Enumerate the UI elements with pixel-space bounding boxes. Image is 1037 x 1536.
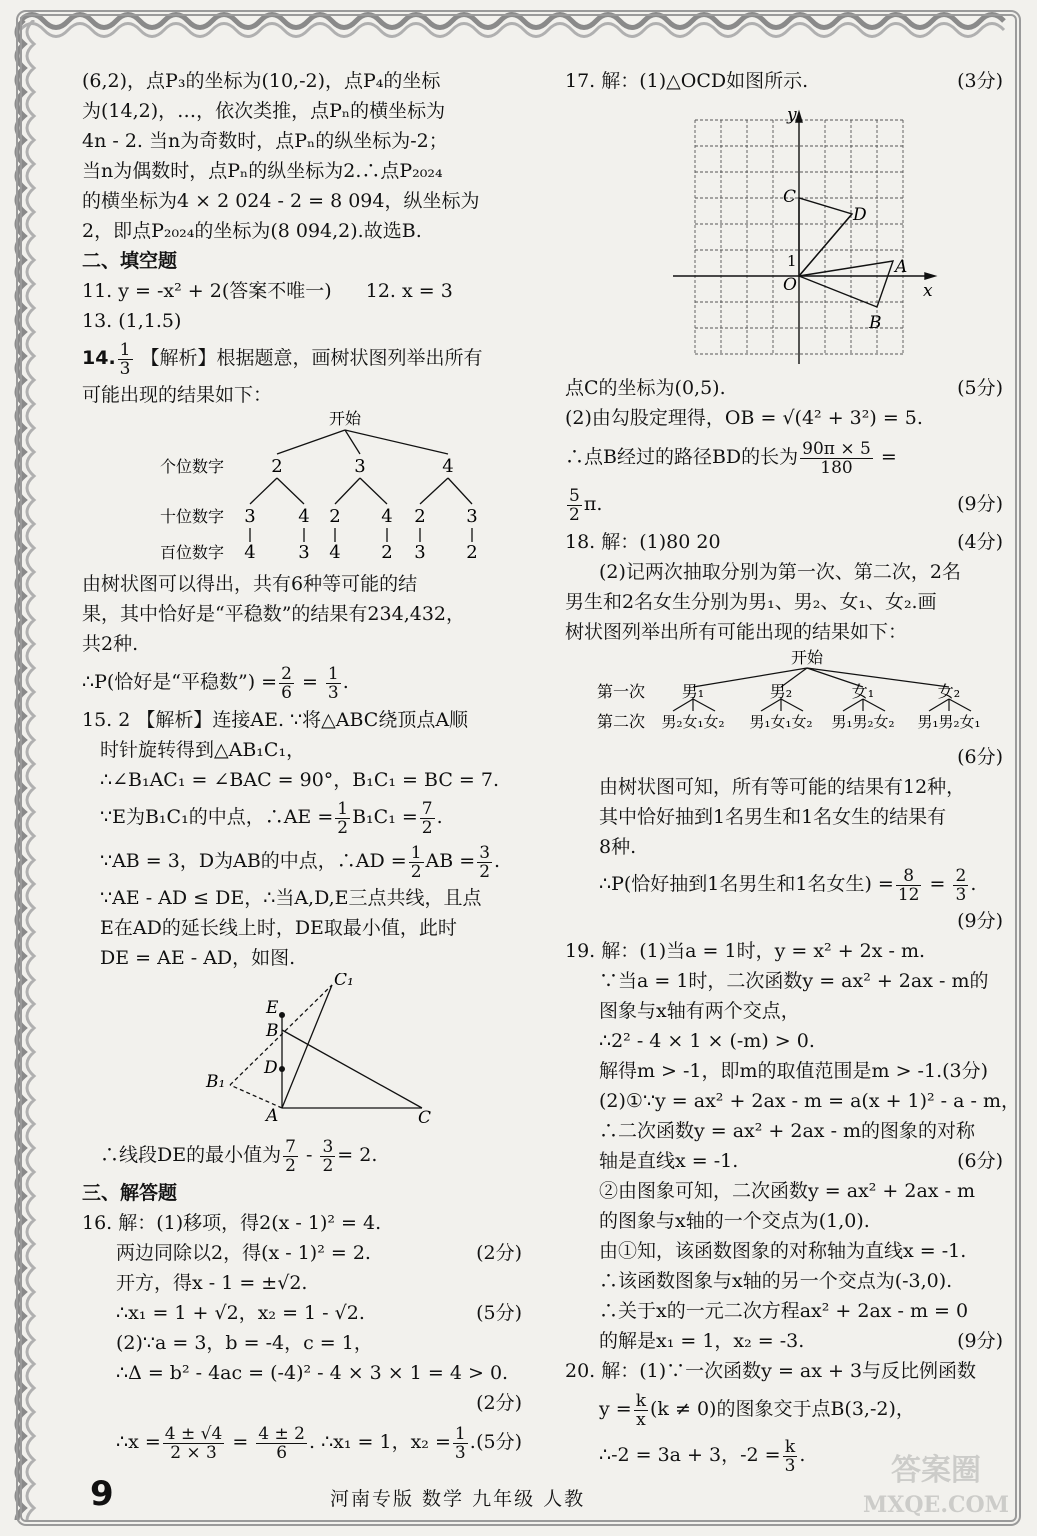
text-line: 可能出现的结果如下： <box>82 384 273 406</box>
section-heading-solutions: 三、解答题 <box>82 1182 178 1204</box>
text-line: ②由图象可知，二次函数y = ax² + 2ax - m <box>599 1180 976 1202</box>
score-mark: (9分) <box>957 493 1003 515</box>
answer-18: 18. 解：(1)80 20 (4分) <box>565 527 1003 557</box>
text-line: ∴∠B₁AC₁ = ∠BAC = 90°，B₁C₁ = BC = 7. <box>100 769 499 791</box>
tree-diagram-students <box>565 647 1003 733</box>
tree-node: 2 <box>329 506 341 527</box>
text-line: 树状图列举出所有可能出现的结果如下： <box>565 621 908 643</box>
text-line: 两边同除以2，得(x - 1)² = 2. (2分) <box>82 1238 522 1268</box>
svg-text:y: y <box>787 105 797 125</box>
text-line: (2)记两次抽取分别为第一次、第二次，2名 <box>599 561 962 583</box>
text-line: ∴该函数图象与x轴的另一个交点为(-3,0). <box>599 1270 953 1292</box>
text-line: 由树状图可知，所有等可能的结果有12种， <box>599 776 966 798</box>
text-line: 其中恰好抽到1名男生和1名女生的结果有 <box>599 806 947 828</box>
svg-text:答案圈: 答案圈 <box>891 1453 981 1488</box>
tree-node: 2 <box>414 506 426 527</box>
section-heading-fill-in: 二、填空题 <box>82 250 178 272</box>
probability-line: ∴P(恰好是“平稳数”) = $\frac{2}{6}$ = $\frac{1}{3}$ . <box>82 663 349 703</box>
text-line: ∴Δ = b² - 4ac = (-4)² - 4 × 3 × 1 = 4 > 0. <box>116 1362 509 1384</box>
text-line: 解得m > -1，即m的取值范围是m > -1.(3分) <box>599 1060 989 1082</box>
svg-text:E: E <box>266 998 279 1018</box>
svg-text:男₁: 男₁ <box>681 682 705 701</box>
text-line: ∴P(恰好抽到1名男生和1名女生) = $\frac{8}{12}$ = $\frac{2}{3}$ . <box>599 865 977 905</box>
geometry-figure-15 <box>82 973 522 1123</box>
tree-node: 3 <box>414 542 426 560</box>
tree-root: 开始 <box>328 410 362 428</box>
text-line: ∴2² - 4 × 1 × (-m) > 0. <box>599 1030 815 1052</box>
answer-19: 19. 解：(1)当a = 1时，y = x² + 2x - m. <box>565 940 926 962</box>
svg-text:男₁男₂女₁: 男₁男₂女₁ <box>917 713 981 731</box>
text-line: ∴x₁ = 1 + √2，x₂ = 1 - √2. (5分) <box>82 1298 522 1328</box>
tree-node: 2 <box>271 456 283 477</box>
svg-text:D: D <box>853 205 867 225</box>
tree-node: 3 <box>244 506 256 527</box>
fraction: $\frac{1}{3}$ <box>119 339 131 379</box>
score-mark: (2分) <box>476 1392 522 1414</box>
answer-12: 12. x = 3 <box>365 280 453 302</box>
text-line <box>82 1388 522 1418</box>
text-line: ∵AE - AD ≤ DE，∴当A,D,E三点共线，且点 <box>100 887 482 909</box>
svg-text:男₁男₂女₂: 男₁男₂女₂ <box>831 713 895 731</box>
score-mark: (5分) <box>476 1302 522 1324</box>
score-mark: (9分) <box>957 1330 1003 1352</box>
text-line: 图象与x轴有两个交点， <box>599 1000 800 1022</box>
page-footer <box>90 1474 790 1520</box>
text-line: 男生和2名女生分别为男₁、男₂、女₁、女₂.画 <box>565 591 937 613</box>
answer-11: 11. y = -x² + 2(答案不唯一) <box>82 280 332 302</box>
text-line: y = $\frac{k}{x}$ (k ≠ 0)的图象交于点B(3,-2)， <box>599 1390 915 1430</box>
footer-edition-text: 河南专版 数学 九年级 人教 <box>330 1488 586 1510</box>
text-line: ∴二次函数y = ax² + 2ax - m的图象的对称 <box>599 1120 976 1142</box>
page-number: 9 <box>90 1474 114 1514</box>
text-line: ∴-2 = 3a + 3，-2 = $\frac{k}{3}$ . <box>599 1436 806 1476</box>
svg-text:第一次: 第一次 <box>597 682 646 701</box>
answer-16: 16. 解：(1)移项，得2(x - 1)² = 4. <box>82 1212 382 1234</box>
text-line: ∴点B经过的路径BD的长为 $\frac{90\pi \times 5}{180}$ = <box>565 438 897 478</box>
text-line: 时针旋转得到△AB₁C₁， <box>100 739 306 761</box>
text-line: DE = AE - AD，如图. <box>100 947 296 969</box>
text-line: 4n - 2. 当n为奇数时，点Pₙ的纵坐标为-2； <box>82 130 448 152</box>
text-line: 由树状图可以得出，共有6种等可能的结 <box>82 573 418 595</box>
tree-node: 3 <box>298 542 310 560</box>
text-line: ∴线段DE的最小值为 $\frac{7}{2}$ - $\frac{3}{2}$ = 2. <box>100 1136 378 1176</box>
text-line: 的解是x₁ = 1，x₂ = -3. (9分) <box>565 1326 1003 1356</box>
svg-text:开始: 开始 <box>790 648 824 667</box>
text-line: ∴x = $\frac{4 \pm √4}{2 \times 3}$ = $\frac{4 \pm 2}{6}$ . ∴x₁ = 1，x₂ = $\frac{1}{3}$ . (5分) <box>82 1418 522 1466</box>
tree-node: 4 <box>329 542 341 560</box>
answer-13: 13. (1,1.5) <box>82 310 182 332</box>
svg-text:女₁: 女₁ <box>851 682 875 701</box>
text-line: 的图象与x轴的一个交点为(1,0). <box>599 1210 870 1232</box>
svg-text:1: 1 <box>787 252 797 270</box>
text-line: ∴关于x的一元二次方程ax² + 2ax - m = 0 <box>599 1300 969 1322</box>
svg-text:O: O <box>783 275 797 295</box>
svg-text:男₂: 男₂ <box>769 682 793 701</box>
text-line: 8种. <box>599 836 637 858</box>
svg-text:A: A <box>895 257 908 277</box>
text-line: $\frac{5}{2}$ π. (9分) <box>565 481 1003 527</box>
text-line: 为(14,2)，…，依次类推，点Pₙ的横坐标为 <box>82 100 446 122</box>
tree-row-label: 百位数字 <box>160 543 225 560</box>
tree-node: 4 <box>442 456 454 477</box>
svg-text:C: C <box>783 187 797 207</box>
score-mark: (5分) <box>476 1431 522 1453</box>
answer-17: 17. 解：(1)△OCD如图所示. (3分) <box>565 66 1003 96</box>
answer-14: 14. $\frac{1}{3}$ 【解析】根据题意，画树状图列举出所有 <box>82 339 483 379</box>
score-mark: (6分) <box>957 746 1003 768</box>
text-line: (2)①∵y = ax² + 2ax - m = a(x + 1)² - a - m， <box>599 1090 1020 1112</box>
text-line: (6,2)，点P₃的坐标为(10,-2)，点P₄的坐标 <box>82 70 441 92</box>
text-line: ∵AB = 3，D为AB的中点，∴AD = $\frac{1}{2}$ AB = $\frac{3}{2}$ . <box>100 842 501 882</box>
text-line: (2)由勾股定理得，OB = √(4² + 3²) = 5. <box>565 407 923 429</box>
svg-text:B: B <box>869 313 882 333</box>
svg-text:B₁: B₁ <box>206 1072 226 1092</box>
text-line: E在AD的延长线上时，DE取最小值，此时 <box>100 917 457 939</box>
tree-node: 2 <box>466 542 478 560</box>
svg-text:C₁: C₁ <box>334 973 354 990</box>
coordinate-grid-figure <box>565 96 1003 364</box>
answer-11-12 <box>82 276 522 306</box>
text-line: 的横坐标为4 × 2 024 - 2 = 8 094，纵坐标为 <box>82 190 480 212</box>
svg-text:男₁女₁女₂: 男₁女₁女₂ <box>749 713 813 731</box>
answer-20: 20. 解：(1)∵一次函数y = ax + 3与反比例函数 <box>565 1360 977 1382</box>
score-mark: (2分) <box>476 1242 522 1264</box>
text-line: 轴是直线x = -1. (6分) <box>565 1146 1003 1176</box>
tree-node: 3 <box>354 456 366 477</box>
tree-node: 3 <box>466 506 478 527</box>
score-mark: (9分) <box>957 910 1003 932</box>
text-line: 共2种. <box>82 633 139 655</box>
svg-text:男₂女₁女₂: 男₂女₁女₂ <box>661 713 725 731</box>
text-line: 开方，得x - 1 = ±√2. <box>116 1272 308 1294</box>
text-line: 由①知，该函数图象的对称轴为直线x = -1. <box>599 1240 967 1262</box>
tree-diagram-digits <box>82 410 522 560</box>
text-line: 果，其中恰好是“平稳数”的结果有234,432， <box>82 603 465 625</box>
left-column <box>82 66 522 1466</box>
text-line <box>565 742 1003 772</box>
svg-text:B: B <box>266 1021 279 1041</box>
svg-text:A: A <box>266 1106 279 1123</box>
text-line: (2)∵a = 3，b = -4，c = 1， <box>116 1332 373 1354</box>
tree-node: 4 <box>381 506 393 527</box>
tree-row-label: 十位数字 <box>160 507 225 526</box>
score-mark: (6分) <box>957 1150 1003 1172</box>
svg-text:D: D <box>264 1058 278 1078</box>
text-line: ∵E为B₁C₁的中点，∴AE = $\frac{1}{2}$ B₁C₁ = $\frac{7}{2}$ . <box>100 798 443 838</box>
tree-node: 4 <box>298 506 310 527</box>
svg-text:x: x <box>923 281 933 301</box>
text-line: 点C的坐标为(0,5). (5分) <box>565 373 1003 403</box>
text-line <box>565 906 1003 936</box>
score-mark: (5分) <box>957 377 1003 399</box>
score-mark: (4分) <box>957 531 1003 553</box>
svg-text:女₂: 女₂ <box>937 682 961 701</box>
tree-row-label: 个位数字 <box>160 457 225 476</box>
tree-node: 2 <box>381 542 393 560</box>
watermark-logo <box>861 1446 1011 1520</box>
tree-node: 4 <box>244 542 256 560</box>
svg-text:C: C <box>418 1108 432 1123</box>
svg-text:第二次: 第二次 <box>597 712 646 731</box>
text-line: 2，即点P₂₀₂₄的坐标为(8 094,2).故选B. <box>82 220 422 242</box>
right-column <box>565 66 1020 1478</box>
score-mark: (3分) <box>957 70 1003 92</box>
text-line: ∵当a = 1时，二次函数y = ax² + 2ax - m的 <box>599 970 989 992</box>
answer-15: 15. 2 【解析】连接AE. ∵将△ABC绕顶点A顺 <box>82 709 469 731</box>
svg-text:MXQE.COM: MXQE.COM <box>862 1492 1010 1518</box>
text-line: 当n为偶数时，点Pₙ的纵坐标为2.∴点P₂₀₂₄ <box>82 160 443 182</box>
